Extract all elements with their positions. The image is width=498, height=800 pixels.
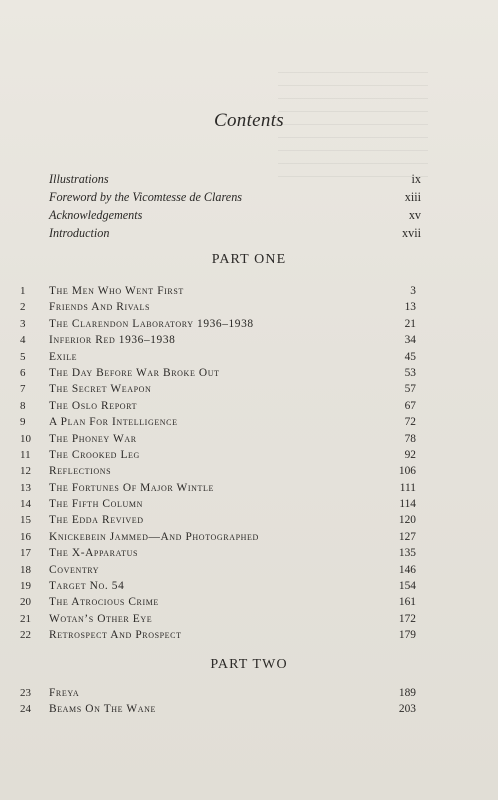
chapter-row — [20, 365, 416, 381]
chapter-row — [20, 349, 416, 365]
chapter-row — [20, 431, 416, 447]
chapter-title: The Crooked Leg — [49, 448, 140, 461]
chapter-title: The Edda Revived — [49, 514, 144, 527]
chapter-title: Beams On The Wane — [49, 703, 156, 716]
front-matter-list — [49, 170, 421, 242]
chapter-row — [20, 398, 416, 414]
chapter-number: 8 — [20, 399, 26, 412]
chapter-title: Retrospect And Prospect — [49, 629, 182, 642]
front-matter-item — [49, 170, 421, 188]
part-two-heading: PART TWO — [210, 657, 288, 672]
chapter-page: 111 — [399, 481, 416, 494]
front-matter-page: xv — [408, 208, 421, 222]
chapter-number: 17 — [20, 547, 31, 560]
chapter-page: 53 — [404, 366, 416, 379]
chapter-row — [20, 512, 416, 528]
chapter-row — [20, 463, 416, 479]
chapter-title: The Day Before War Broke Out — [49, 366, 220, 379]
chapter-title: The Atrocious Crime — [49, 596, 159, 609]
chapter-row — [20, 414, 416, 430]
chapter-page: 34 — [404, 334, 416, 347]
chapter-number: 14 — [20, 498, 31, 511]
chapter-number: 21 — [20, 612, 31, 625]
chapter-page: 179 — [398, 629, 416, 642]
chapter-row — [20, 332, 416, 348]
chapter-number: 11 — [20, 448, 31, 461]
chapter-row — [20, 594, 416, 610]
part-one-heading: PART ONE — [211, 252, 287, 267]
chapter-number: 6 — [20, 366, 26, 379]
chapter-row — [20, 562, 416, 578]
chapter-page: 21 — [404, 317, 416, 330]
part-two-chapter-list — [20, 685, 416, 718]
chapter-page: 127 — [398, 530, 416, 543]
chapter-number: 24 — [20, 703, 31, 716]
front-matter-label: Foreword by the Vicomtesse de Clarens — [49, 190, 243, 204]
chapter-page: 92 — [404, 448, 416, 461]
chapter-row — [20, 283, 416, 299]
chapter-number: 2 — [20, 301, 26, 314]
chapter-page: 146 — [398, 563, 416, 576]
chapter-row — [20, 578, 416, 594]
chapter-row — [20, 529, 416, 545]
chapter-page: 120 — [398, 514, 416, 527]
chapter-number: 22 — [20, 629, 31, 642]
chapter-number: 16 — [20, 530, 31, 543]
chapter-number: 1 — [20, 285, 26, 297]
chapter-page: 78 — [404, 432, 416, 445]
chapter-title: The X-Apparatus — [49, 547, 138, 560]
front-matter-item — [49, 206, 421, 224]
page-title: Contents — [214, 110, 284, 131]
chapter-row — [20, 685, 416, 701]
chapter-page: 57 — [404, 383, 416, 396]
chapter-title: The Fortunes Of Major Wintle — [49, 481, 215, 494]
chapter-page: 106 — [398, 465, 416, 478]
chapter-title: Reflections — [49, 465, 112, 478]
chapter-number: 9 — [20, 416, 26, 429]
chapter-row — [20, 701, 416, 717]
chapter-title: Exile — [49, 350, 78, 363]
chapter-number: 5 — [20, 350, 26, 363]
chapter-number: 20 — [20, 596, 31, 609]
chapter-row — [20, 316, 416, 332]
chapter-row — [20, 299, 416, 315]
front-matter-page: ix — [411, 172, 421, 186]
chapter-row — [20, 480, 416, 496]
chapter-title: The Oslo Report — [49, 399, 138, 412]
chapter-row — [20, 611, 416, 627]
chapter-title: Inferior Red 1936–1938 — [49, 334, 176, 347]
front-matter-label: Acknowledgements — [49, 208, 143, 222]
chapter-row — [20, 381, 416, 397]
chapter-page: 45 — [404, 350, 416, 363]
front-matter-label: Illustrations — [49, 172, 109, 186]
chapter-title: Target No. 54 — [49, 580, 125, 593]
front-matter-item — [49, 224, 421, 242]
chapter-title: The Clarendon Laboratory 1936–1938 — [49, 317, 254, 330]
chapter-title: Freya — [49, 687, 80, 699]
chapter-number: 7 — [20, 383, 26, 396]
front-matter-page: xiii — [404, 190, 421, 204]
chapter-title: Wotan’s Other Eye — [49, 612, 153, 625]
chapter-page: 135 — [398, 547, 416, 560]
chapter-number: 23 — [20, 687, 31, 699]
chapter-number: 13 — [20, 481, 31, 494]
chapter-row — [20, 496, 416, 512]
chapter-number: 3 — [20, 317, 26, 330]
chapter-page: 13 — [404, 301, 416, 314]
chapter-page: 72 — [404, 416, 416, 429]
chapter-number: 10 — [20, 432, 31, 445]
chapter-title: The Phoney War — [49, 432, 137, 445]
chapter-title: Friends And Rivals — [49, 301, 150, 314]
chapter-title: A Plan For Intelligence — [49, 416, 178, 429]
front-matter-label: Introduction — [49, 226, 110, 240]
chapter-page: 3 — [410, 285, 416, 297]
chapter-page: 114 — [399, 498, 416, 511]
chapter-number: 19 — [20, 580, 31, 593]
chapter-number: 4 — [20, 334, 26, 347]
chapter-page: 154 — [398, 580, 416, 593]
front-matter-item — [49, 188, 421, 206]
part-one-chapter-list — [20, 283, 416, 644]
chapter-page: 161 — [398, 596, 416, 609]
chapter-number: 18 — [20, 563, 31, 576]
chapter-title: Coventry — [49, 563, 100, 576]
front-matter-page: xvii — [402, 226, 421, 240]
chapter-page: 189 — [398, 687, 416, 699]
chapter-page: 172 — [398, 612, 416, 625]
chapter-title: Knickebein Jammed—And Photographed — [49, 530, 259, 543]
chapter-title: The Secret Weapon — [49, 383, 152, 396]
chapter-row — [20, 447, 416, 463]
chapter-row — [20, 627, 416, 643]
chapter-number: 12 — [20, 465, 31, 478]
chapter-number: 15 — [20, 514, 31, 527]
chapter-title: The Men Who Went First — [49, 285, 184, 297]
chapter-title: The Fifth Column — [49, 498, 143, 511]
chapter-page: 203 — [398, 703, 416, 716]
chapter-page: 67 — [404, 399, 416, 412]
chapter-row — [20, 545, 416, 561]
